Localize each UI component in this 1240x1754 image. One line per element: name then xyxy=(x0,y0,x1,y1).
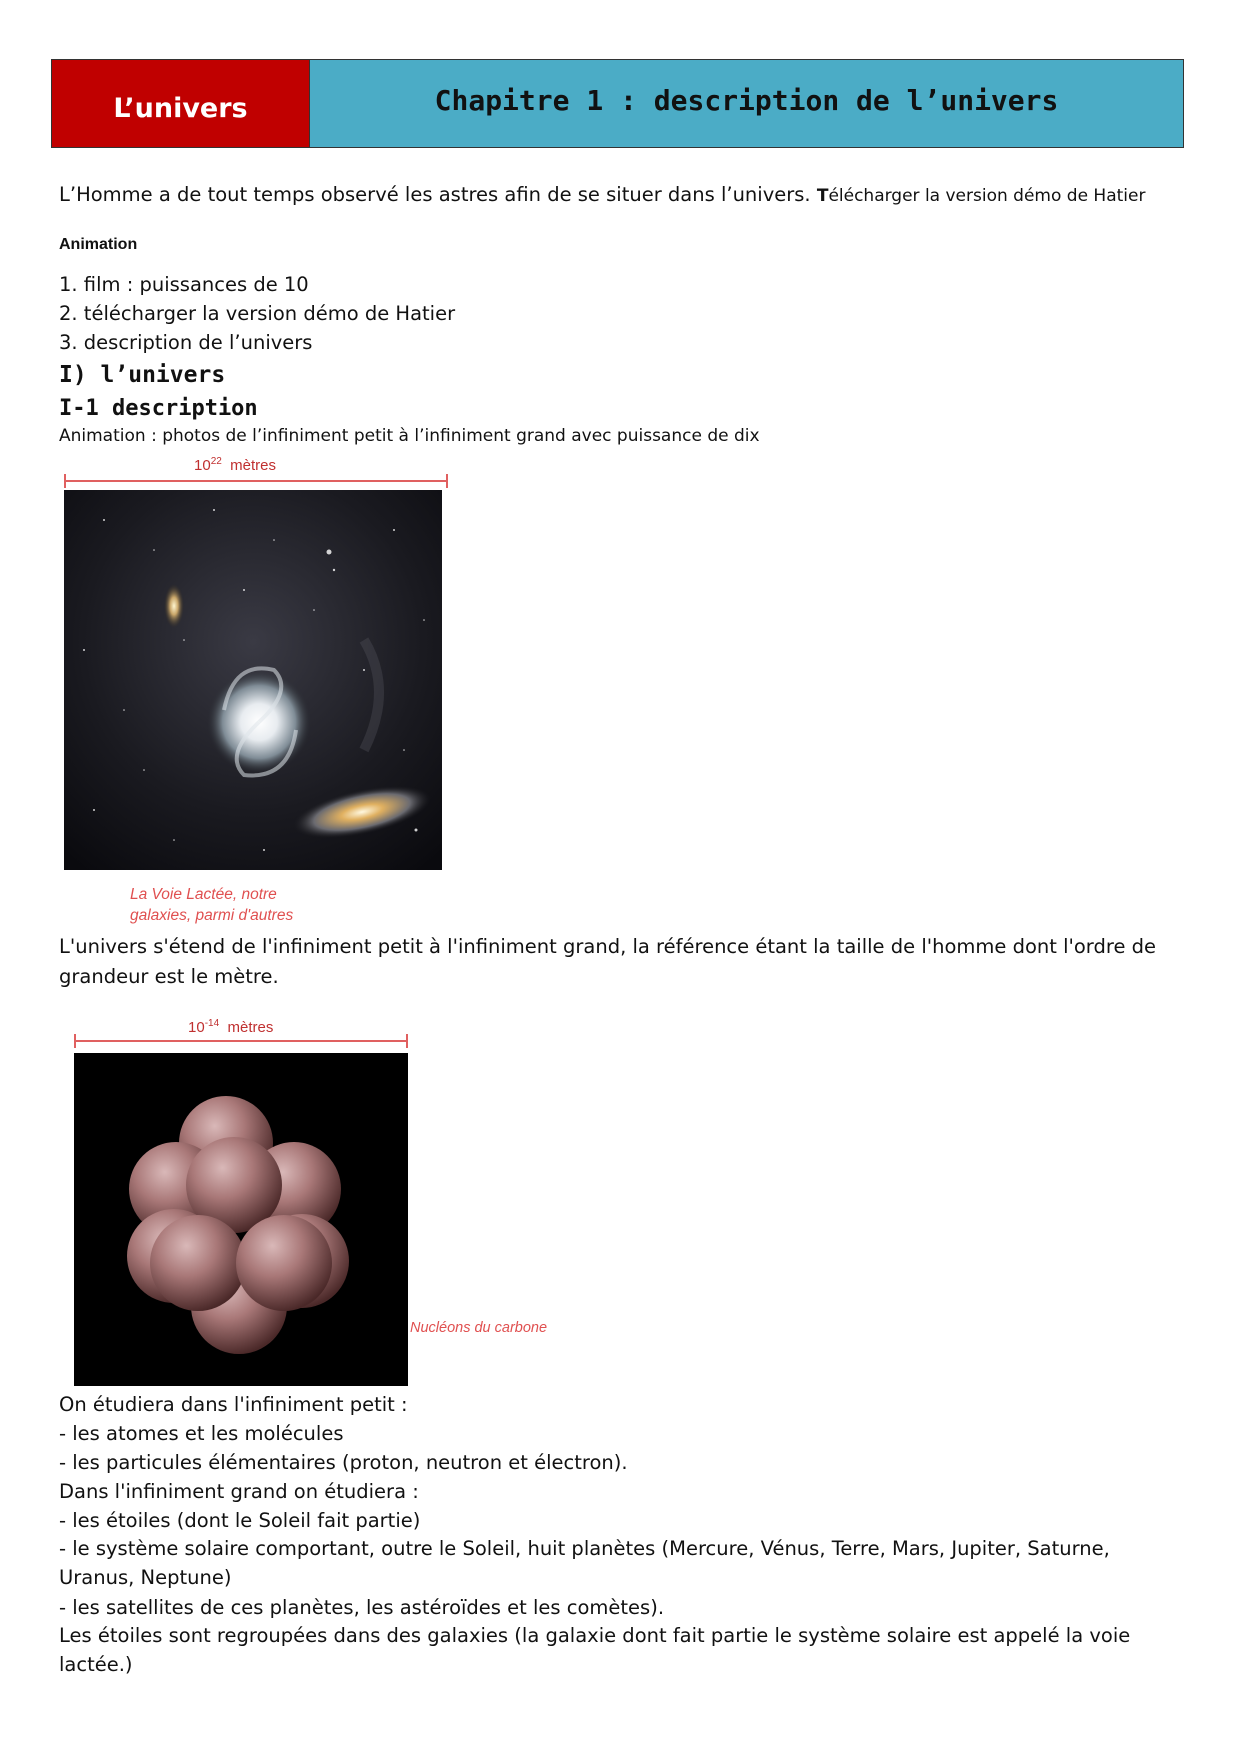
hatier-download-link[interactable]: Télécharger la version démo de Hatier xyxy=(816,186,1146,206)
nucleons-caption: Nucléons du carbone xyxy=(410,1320,548,1336)
text-line: On étudiera dans l'infiniment petit : xyxy=(59,1393,408,1416)
list-item-download[interactable]: 2. télécharger la version démo de Hatier xyxy=(59,302,456,325)
chapter-title: Chapitre 1 : description de l’univers xyxy=(310,60,1183,147)
solar-system-paragraph: - le système solaire comportant, outre le Soleil, huit planètes (Mercure, Vénus, Terre, Mars, Jupiter, Saturne, Uranus, Neptune) xyxy=(59,1537,1110,1589)
univers-scale-paragraph: L'univers s'étend de l'infiniment petit à l'infiniment grand, la référence étant la taille de l'homme dont l'ordre de grandeur est le mètre. xyxy=(59,935,1157,988)
scale-bar xyxy=(64,480,448,482)
scale-bar xyxy=(74,1040,408,1042)
milky-way-image xyxy=(64,490,442,870)
galaxies-paragraph: Les étoiles sont regroupées dans des galaxies (la galaxie dont fait partie le système solaire est appelé la voie lactée.) xyxy=(59,1624,1131,1676)
text-line: - les atomes et les molécules xyxy=(59,1422,344,1445)
carbon-nucleus-image xyxy=(74,1053,408,1386)
nucleons-figure xyxy=(70,1018,590,1390)
animation-caption: Animation : photos de l’infiniment petit à l’infiniment grand avec puissance de dix xyxy=(59,426,760,446)
chapter-header xyxy=(51,59,1184,148)
galaxy-caption: La Voie Lactée, notre galaxies, parmi d'autres xyxy=(130,886,294,924)
intro-line xyxy=(59,180,1145,211)
list-item-description[interactable]: 3. description de l’univers xyxy=(59,331,313,354)
animation-label: Animation xyxy=(59,236,138,253)
satellites-line: - les satellites de ces planètes, les astéroïdes et les comètes). xyxy=(59,1596,665,1619)
text-line: Dans l'infiniment grand on étudiera : xyxy=(59,1480,419,1503)
section-heading-univers: I) l’univers xyxy=(59,362,226,388)
scale-label: $10^{-14}$ mètres xyxy=(188,1018,274,1036)
list-item-film[interactable]: 1. film : puissances de 10 xyxy=(59,273,309,296)
subject-title: L’univers xyxy=(52,60,310,147)
intro-text: L’Homme a de tout temps observé les astres afin de se situer dans l’univers. xyxy=(59,183,817,206)
galaxy-figure xyxy=(60,450,480,940)
text-line: - les particules élémentaires (proton, neutron et électron). xyxy=(59,1451,628,1474)
subsection-heading-description: I-1 description xyxy=(59,396,258,421)
text-line: - les étoiles (dont le Soleil fait partie) xyxy=(59,1509,421,1532)
scale-label: $10^{22}$ mètres xyxy=(194,456,276,474)
